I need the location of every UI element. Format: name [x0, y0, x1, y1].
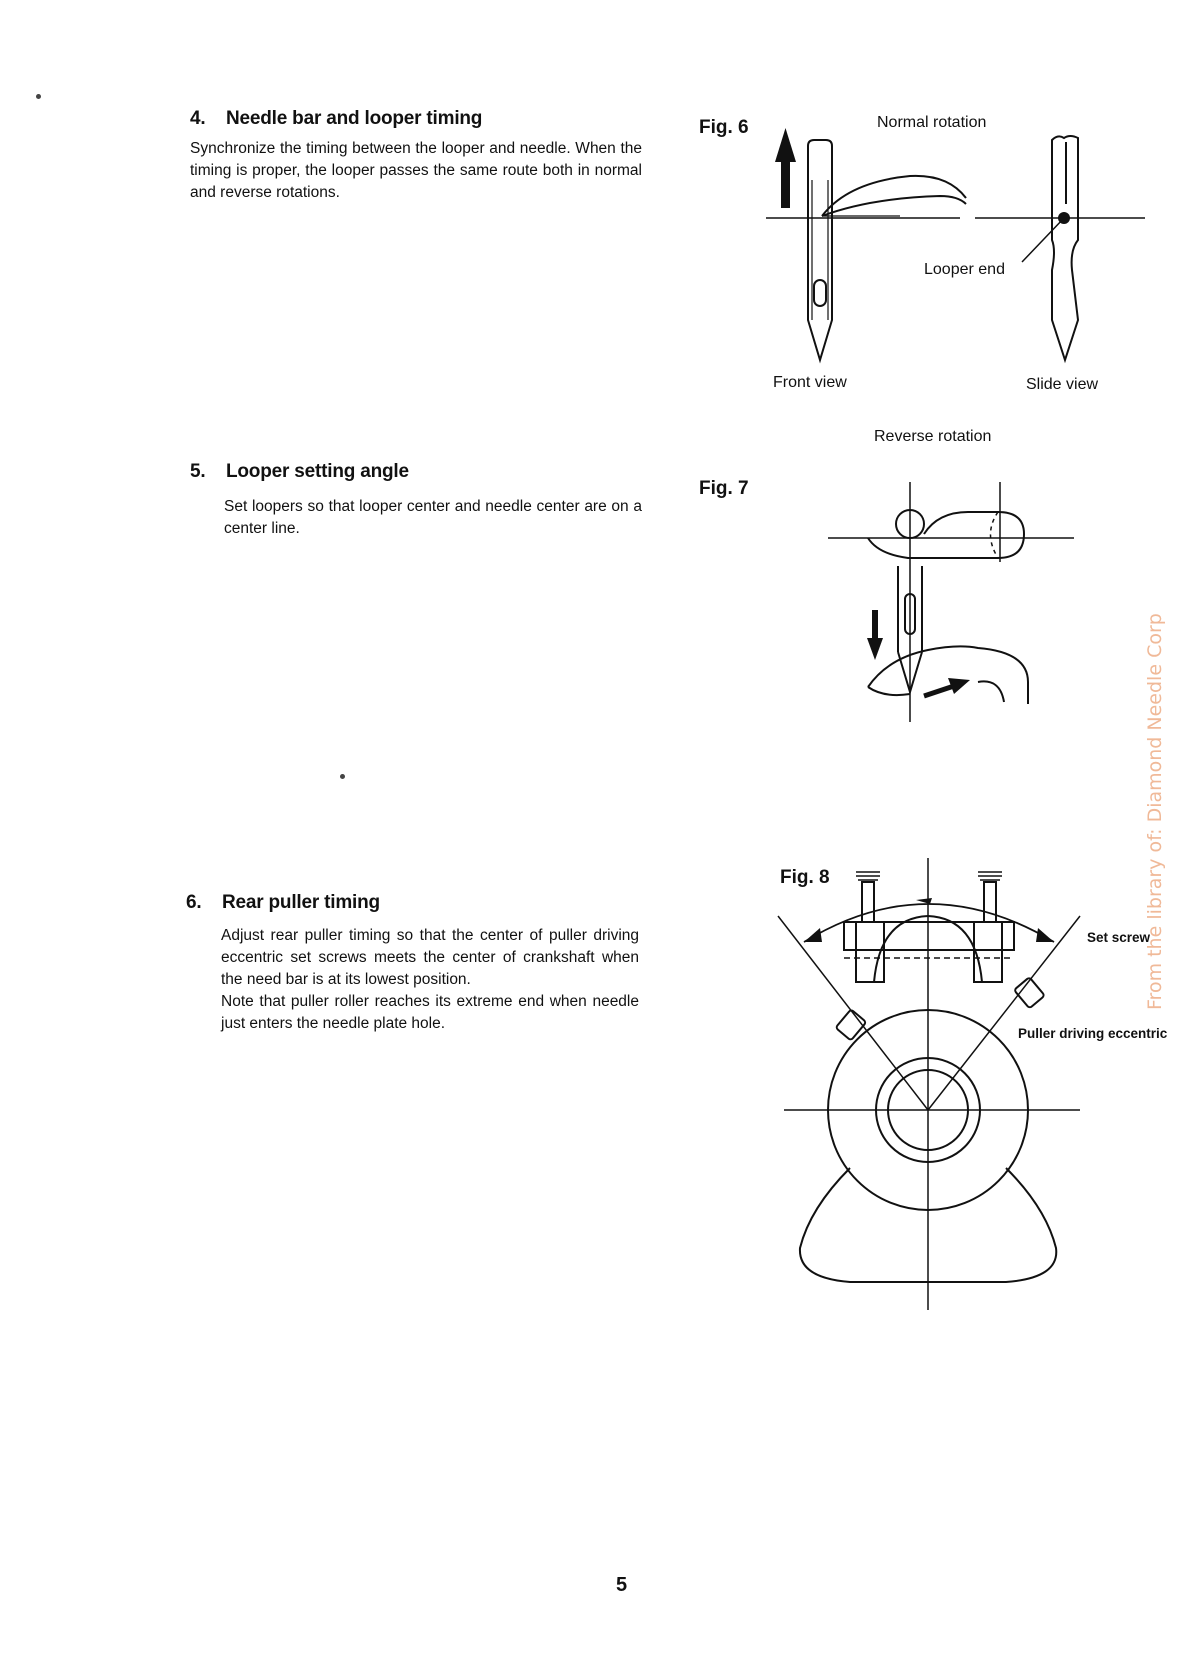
fig-6-needle-looper-diagram — [760, 120, 1180, 380]
fig-7-label: Fig. 7 — [699, 478, 749, 499]
fig-8-puller-eccentric-diagram — [770, 858, 1110, 1318]
fig-6-front-view-caption: Front view — [773, 374, 847, 391]
fig-6-normal-rotation-caption: Normal rotation — [877, 114, 987, 131]
library-watermark: From the library of: Diamond Needle Corp — [1144, 613, 1166, 1010]
fig-7-reverse-rotation-caption: Reverse rotation — [874, 428, 992, 445]
section-4-heading — [190, 108, 482, 130]
section-6-heading — [186, 892, 380, 914]
fig-8-puller-eccentric-label: Puller driving eccentric — [1018, 1026, 1168, 1041]
section-4-title: Needle bar and looper timing — [226, 108, 483, 129]
fig-6-front-needle — [808, 140, 832, 360]
section-4-paragraph: Synchronize the timing between the looper and needle. When the timing is proper, the looper passes the same route both in normal and reverse rotations. — [190, 140, 642, 201]
fig-6-looper — [822, 176, 966, 216]
fig-6-side-needle — [1052, 136, 1078, 360]
fig-7-down-arrow — [867, 610, 883, 660]
fig-7-diagonal-arrow — [924, 678, 970, 696]
fig-6-up-arrow — [775, 128, 796, 208]
section-5-title: Looper setting angle — [226, 461, 409, 482]
section-5-paragraph: Set loopers so that looper center and needle center are on a center line. — [224, 498, 642, 537]
section-6-number: 6. — [186, 892, 202, 913]
section-5-heading — [190, 461, 409, 483]
scan-dot — [36, 94, 41, 99]
section-6-title: Rear puller timing — [222, 892, 380, 913]
fig-8-label: Fig. 8 — [780, 867, 830, 888]
section-5-text — [224, 496, 642, 540]
fig-8-top-screws — [856, 872, 1002, 922]
section-5-number: 5. — [190, 461, 206, 482]
fig-6-label: Fig. 6 — [699, 117, 749, 138]
fig-8-set-screw-label: Set screw — [1087, 930, 1151, 945]
fig-6-side-view-caption: Slide view — [1026, 376, 1099, 393]
fig-6-looper-end-label: Looper end — [924, 261, 1005, 278]
section-6-text — [221, 925, 639, 1035]
section-6-paragraph-1: Adjust rear puller timing so that the center of puller driving eccentric set screws meets the center of crankshaft when the need bar is at its lowest position. — [221, 927, 639, 988]
fig-7-looper-angle-diagram — [828, 482, 1088, 732]
page-number: 5 — [616, 1574, 628, 1596]
section-6-paragraph-2: Note that puller roller reaches its extreme end when needle just enters the needle plate hole. — [221, 993, 639, 1032]
scan-dot — [340, 774, 345, 779]
section-4-text — [190, 138, 642, 204]
section-4-number: 4. — [190, 108, 206, 129]
